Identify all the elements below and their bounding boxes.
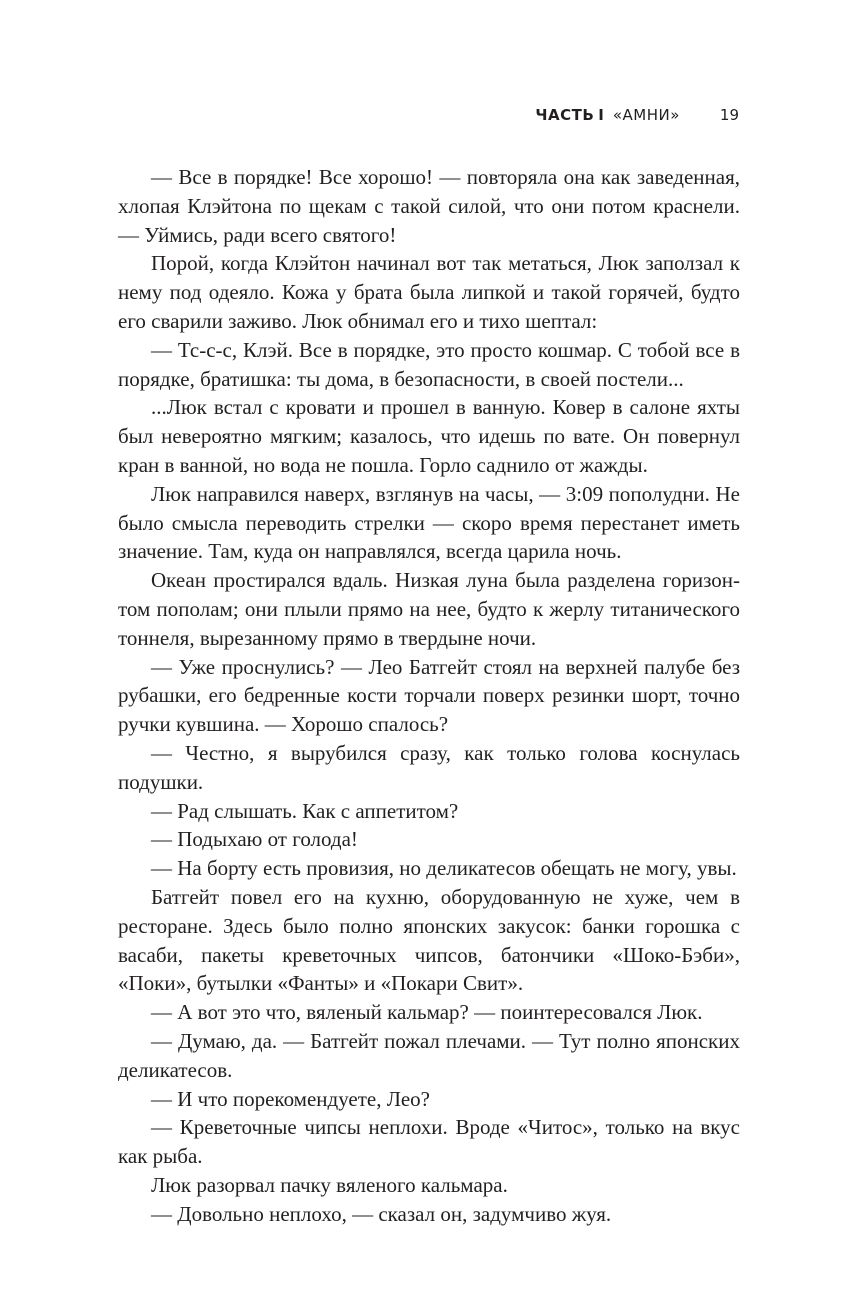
- paragraph: — Тс-с-с, Клэй. Все в порядке, это просто кошмар. С тобой все в порядке, братишка: ты дома, в безопасности, в своей постели...: [118, 337, 740, 391]
- paragraph: — А вот это что, вяленый кальмар? — поинтересовался Люк.: [151, 1000, 703, 1025]
- paragraph: ...Люк встал с кровати и прошел в ванную. Ковер в салоне яхты был невероятно мягким; казалось, что идешь по вате. Он повернул кран в ванной, но вода не пошла. Горло саднило от жажды.: [118, 395, 740, 477]
- paragraph: — Рад слышать. Как с аппетитом?: [151, 798, 459, 823]
- running-header: [535, 106, 739, 124]
- section-title: «АМНИ»: [612, 106, 680, 124]
- part-label: ЧАСТЬ: [535, 106, 595, 124]
- paragraph: — Честно, я вырубился сразу, как только голова коснулась подушки.: [118, 740, 740, 794]
- paragraph: — Довольно неплохо, — сказал он, задумчиво жуя.: [151, 1201, 612, 1226]
- paragraph: — Креветочные чипсы неплохи. Вроде «Читос», только на вкус как рыба.: [118, 1115, 740, 1169]
- paragraph: Батгейт повел его на кухню, оборудованную не хуже, чем в ресторане. Здесь было полно японских закусок: банки горошка с васаби, пакеты креветочных чипсов, батончики «Шоко-Бэби», «Поки», бутылки «Фанты» и «Покари Свит».: [118, 884, 740, 996]
- body-text: [118, 163, 740, 1228]
- paragraph: — Уже проснулись? — Лео Батгейт стоял на верхней палубе без рубашки, его бедренные кости торчали поверх резинки шорт, точно ручки кувшина. — Хорошо спалось?: [118, 654, 740, 737]
- paragraph: — Подыхаю от голода!: [151, 827, 358, 852]
- paragraph: Океан простирался вдаль. Низкая луна была разделена горизонтом пополам; они плыли прямо на нее, будто к жерлу титанического тоннеля, вырезанному прямо в твердыне ночи.: [118, 568, 740, 650]
- paragraph: Люк направился наверх, взглянув на часы, — 3:09 пополудни. Не было смысла переводить стрелки — скоро время перестанет иметь значение. Там, куда он направлялся, всегда царила ночь.: [118, 481, 740, 564]
- page-number: 19: [719, 106, 739, 124]
- paragraph: — И что порекомендуете, Лео?: [151, 1086, 430, 1111]
- paragraph: — На борту есть провизия, но деликатесов обещать не могу, увы.: [151, 856, 737, 881]
- paragraph: — Все в порядке! Все хорошо! — повторяла она как заведенная, хлопая Клэйтона по щекам с такой силой, что они потом краснели. — Уймись, ради всего святого!: [118, 165, 740, 247]
- paragraph: — Думаю, да. — Батгейт пожал плечами. — Тут полно японских деликатесов.: [118, 1028, 740, 1082]
- paragraph: Порой, когда Клэйтон начинал вот так метаться, Люк заползал к нему под одеяло. Кожа у брата была липкой и такой горячей, будто его сварили заживо. Люк обнимал его и тихо шептал:: [118, 251, 740, 333]
- paragraph: Люк разорвал пачку вяленого кальмара.: [151, 1172, 508, 1197]
- part-number: I: [598, 106, 604, 124]
